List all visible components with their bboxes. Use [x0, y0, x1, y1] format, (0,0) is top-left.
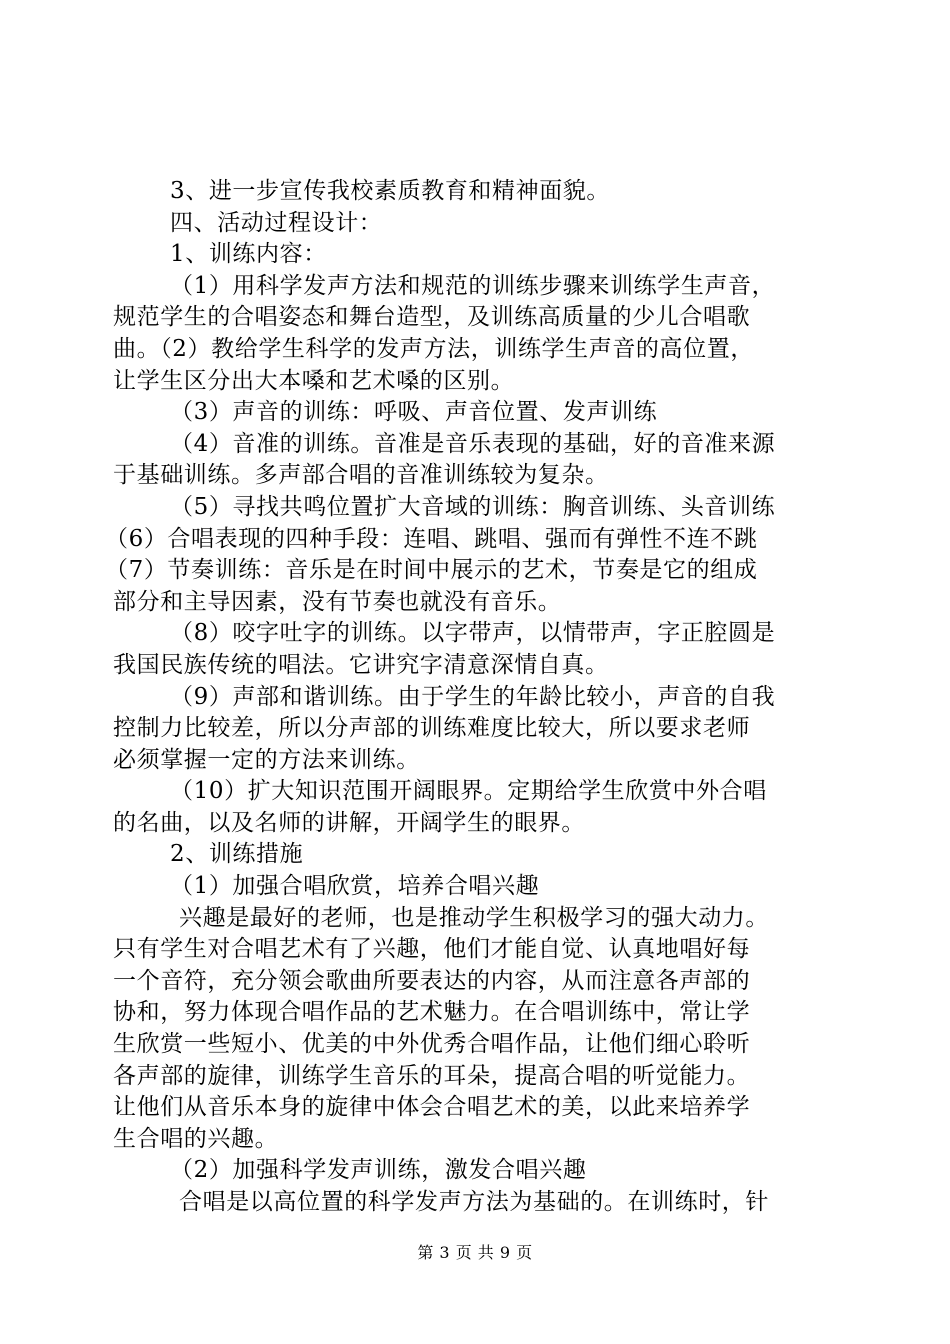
text-line: 必须掌握一定的方法来训练。	[113, 746, 420, 773]
page-footer: 第 3 页 共 9 页	[417, 1243, 533, 1262]
text-line: （1）用科学发声方法和规范的训练步骤来训练学生声音，	[170, 272, 776, 299]
text-line: 让他们从音乐本身的旋律中体会合唱艺术的美，以此来培养学	[113, 1094, 751, 1121]
text-line: 四、活动过程设计：	[170, 209, 383, 236]
text-line: 一个音符，充分领会歌曲所要表达的内容，从而注意各声部的	[113, 967, 751, 994]
text-line: 规范学生的合唱姿态和舞台造型，及训练高质量的少儿合唱歌	[113, 304, 751, 331]
text-line: 只有学生对合唱艺术有了兴趣，他们才能自觉、认真地唱好每	[113, 936, 751, 963]
document-body	[105, 176, 833, 1219]
text-line: （5）寻找共鸣位置扩大音域的训练：胸音训练、头音训练	[170, 493, 776, 520]
text-line: 合唱是以高位置的科学发声方法为基础的。在训练时，针	[179, 1189, 769, 1215]
text-line: 于基础训练。多声部合唱的音准训练较为复杂。	[113, 462, 609, 489]
text-line: 生合唱的兴趣。	[113, 1125, 279, 1152]
text-line: 部分和主导因素，没有节奏也就没有音乐。	[113, 588, 562, 615]
text-line: （1）加强合唱欣赏，培养合唱兴趣	[170, 873, 540, 900]
text-line: 兴趣是最好的老师，也是推动学生积极学习的强大动力。	[179, 904, 769, 931]
text-line: 的名曲，以及名师的讲解，开阔学生的眼界。	[113, 809, 585, 836]
text-line: （6）合唱表现的四种手段：连唱、跳唱、强而有弹性不连不跳	[105, 525, 758, 552]
text-line: （10）扩大知识范围开阔眼界。定期给学生欣赏中外合唱	[170, 778, 767, 805]
text-line: （2）加强科学发声训练，激发合唱兴趣	[170, 1157, 587, 1184]
text-line: 协和，努力体现合唱作品的艺术魅力。在合唱训练中，常让学	[113, 999, 751, 1026]
text-line: 生欣赏一些短小、优美的中外优秀合唱作品，让他们细心聆听	[113, 1031, 751, 1058]
text-line: （3）声音的训练：呼吸、声音位置、发声训练	[170, 399, 658, 426]
text-line: 各声部的旋律，训练学生音乐的耳朵，提高合唱的听觉能力。	[113, 1062, 751, 1089]
text-line: 让学生区分出大本嗓和艺术嗓的区别。	[113, 367, 515, 394]
text-line: 1、训练内容：	[170, 241, 327, 268]
text-line: （7）节奏训练：音乐是在时间中展示的艺术，节奏是它的组成	[105, 557, 758, 584]
text-line: 控制力比较差，所以分声部的训练难度比较大，所以要求老师	[113, 715, 751, 742]
text-line: （9）声部和谐训练。由于学生的年龄比较小，声音的自我	[170, 683, 776, 710]
text-line: 我国民族传统的唱法。它讲究字清意深情自真。	[113, 651, 609, 678]
text-line: （4）音准的训练。音准是音乐表现的基础，好的音准来源	[170, 430, 776, 457]
text-line: （8）咬字吐字的训练。以字带声，以情带声，字正腔圆是	[170, 620, 776, 647]
text-line: 2、训练措施	[170, 841, 304, 868]
text-line: 曲。（2）教给学生科学的发声方法，训练学生声音的高位置，	[113, 335, 754, 362]
text-line: 3、进一步宣传我校素质教育和精神面貌。	[170, 178, 611, 204]
